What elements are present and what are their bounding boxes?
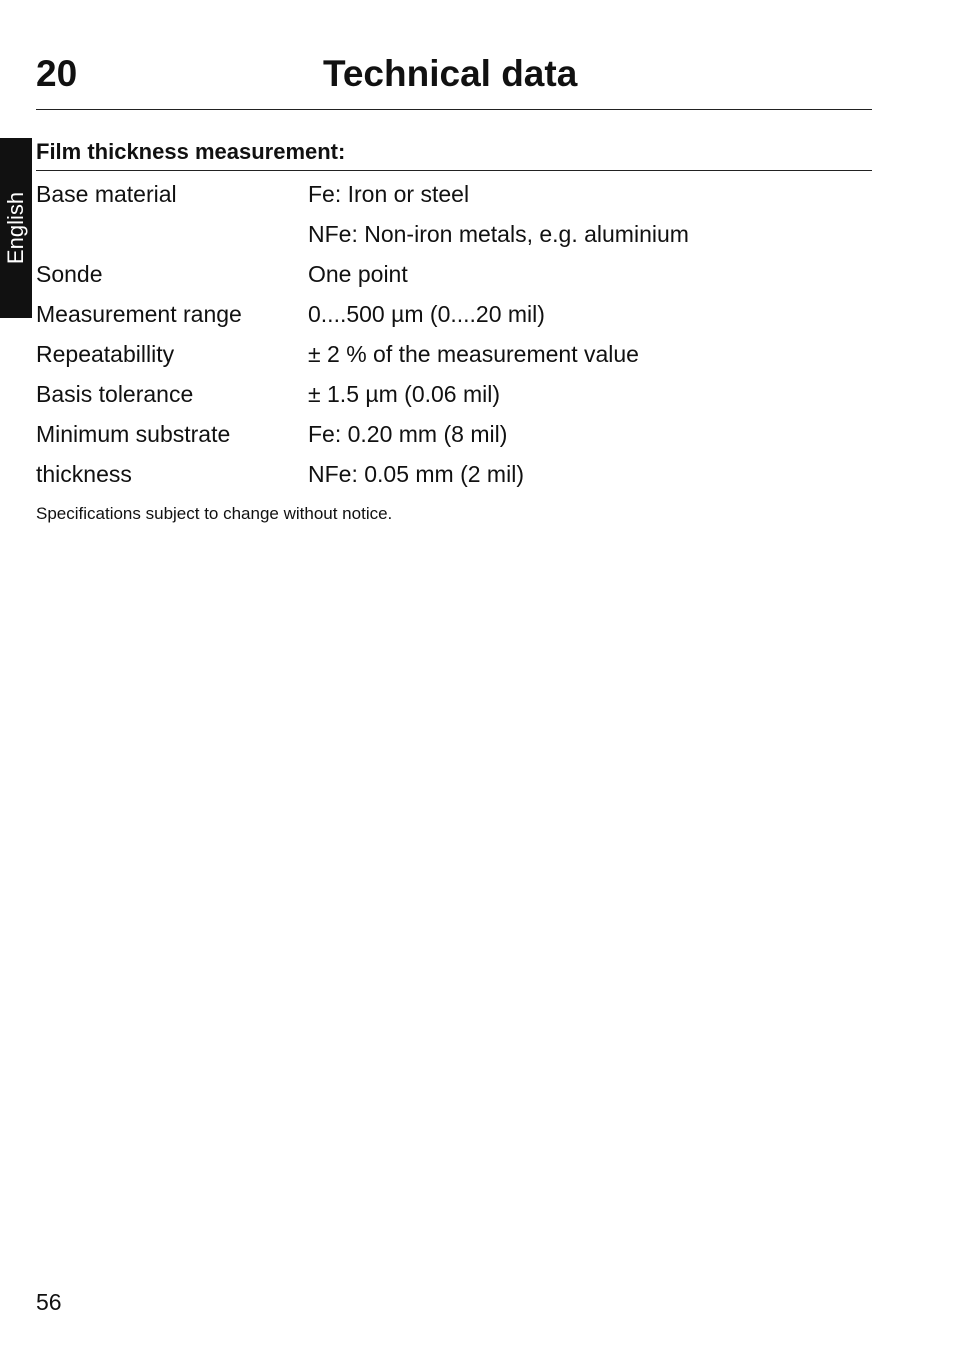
- spec-table: [36, 174, 872, 494]
- spec-row: [36, 334, 872, 374]
- spec-row: [36, 454, 872, 494]
- spec-row: [36, 414, 872, 454]
- spec-row: [36, 294, 872, 334]
- spec-value: 0....500 µm (0....20 mil): [308, 301, 545, 327]
- spec-value: NFe: 0.05 mm (2 mil): [308, 461, 524, 487]
- page-title: Technical data: [323, 53, 578, 94]
- specifications-footnote: Specifications subject to change without notice.: [36, 504, 393, 523]
- spec-value: NFe: Non-iron metals, e.g. aluminium: [308, 221, 689, 247]
- spec-row: [36, 374, 872, 414]
- spec-row: [36, 174, 872, 214]
- subheading-divider: [36, 170, 872, 171]
- film-thickness-heading: Film thickness measurement:: [36, 139, 346, 164]
- spec-label: Minimum substrate: [36, 421, 231, 447]
- page-number: 56: [36, 1289, 62, 1315]
- spec-label: Repeatabillity: [36, 341, 175, 367]
- spec-label: Measurement range: [36, 301, 242, 327]
- spec-value: Fe: Iron or steel: [308, 181, 470, 207]
- spec-value: ± 2 % of the measurement value: [308, 341, 639, 367]
- header-divider: [36, 109, 872, 110]
- spec-value: ± 1.5 µm (0.06 mil): [308, 381, 501, 407]
- spec-value: One point: [308, 261, 408, 287]
- spec-label: Base material: [36, 181, 177, 207]
- spec-label: Sonde: [36, 261, 103, 287]
- spec-label: thickness: [36, 461, 132, 487]
- spec-row: [36, 214, 872, 254]
- spec-label: Basis tolerance: [36, 381, 194, 407]
- language-tab-label: English: [3, 191, 28, 265]
- spec-row: [36, 254, 872, 294]
- spec-value: Fe: 0.20 mm (8 mil): [308, 421, 508, 447]
- section-number: 20: [36, 53, 78, 94]
